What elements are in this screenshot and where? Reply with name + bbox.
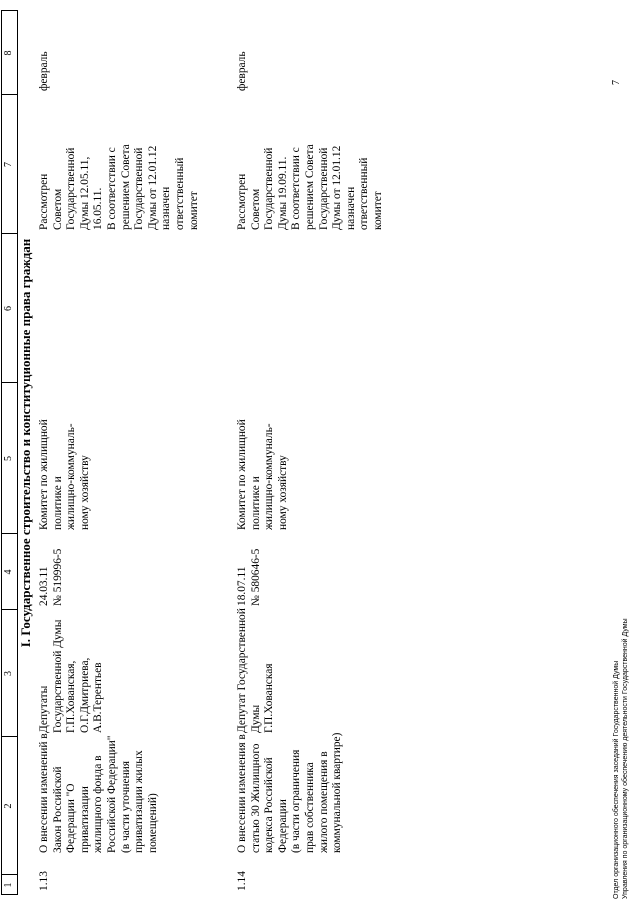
bill-initiators: Депутаты Государственной Думы Г.П.Хованская, О.Г.Дмитриева, А.В.Терентьев [38,619,105,733]
bill-registration: 24.03.11 № 519996-5 [38,548,64,606]
column-number-8: 8 [3,50,14,56]
planned-month: февраль [38,51,50,91]
column-number-6: 6 [3,306,14,311]
column-number-3: 3 [3,671,14,676]
column-number-7: 7 [3,162,14,167]
column-number-1: 1 [3,882,14,888]
row-number: 1.14 [236,871,248,891]
bill-title: О внесении изменения в статью 30 Жилищного кодекса Российской Федерации (в части ограничения прав собственника жилого помещения в коммунальной квартире) [236,732,344,853]
bill-initiators: Депутат Государственной Думы Г.П.Хованская [236,608,276,733]
section-title: I. Государственное строительство и конституционные права граждан [18,238,33,648]
responsible-committee: Комитет по жилищной политике и жилищно-коммуналь- ному хозяйству [38,419,91,530]
column-number-2: 2 [3,803,14,809]
column-number-4: 4 [3,569,14,575]
row-number: 1.13 [38,871,50,891]
footer-department: Отдел организационного обеспечения заседаний Государственной Думы [613,660,620,899]
column-number-5: 5 [3,456,14,461]
bill-status: Рассмотрен Советом Государственной Думы 12.05.11, 16.05.11. В соответствии с решением Совета Государственной Думы от 12.01.12 назначен ответственный комитет [38,144,200,230]
responsible-committee: Комитет по жилищной политике и жилищно-коммуналь- ному хозяйству [236,419,289,530]
bill-registration: 18.07.11 № 580646-5 [236,548,262,606]
planned-month: февраль [236,51,248,91]
footer-directorate: Управления по организационному обеспечению деятельности Государственной Думы [622,618,629,899]
bill-status: Рассмотрен Советом Государственной Думы 19.09.11. В соответствии с решением Совета Государственной Думы от 12.01.12 назначен ответственный комитет [236,144,384,230]
bill-title: О внесении изменений в Закон Российской Федерации "О приватизации жилищного фонда в Российской Федерации" (в части уточнения приватизации жилых помещений) [38,733,159,853]
page-number: 7 [611,80,622,85]
